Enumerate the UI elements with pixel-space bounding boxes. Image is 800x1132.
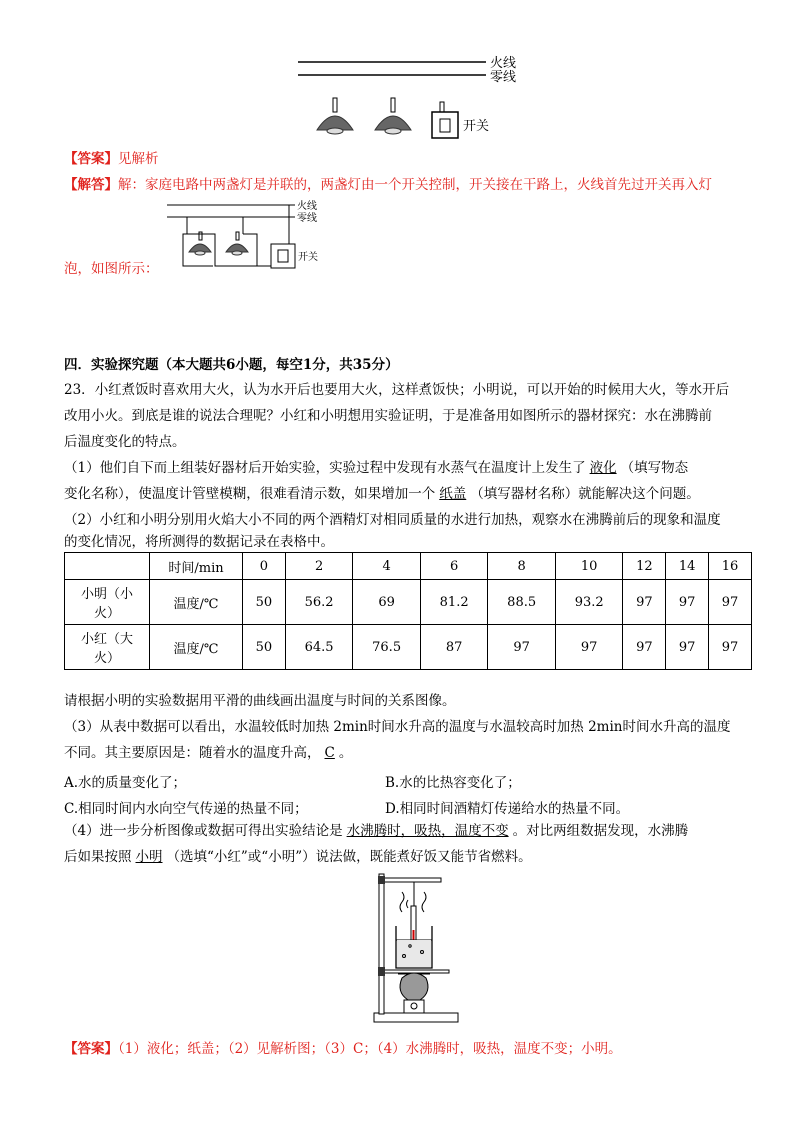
answer-blank: 小明 — [135, 849, 163, 865]
part-2-instruction: 请根据小明的实验数据用平滑的曲线画出温度与时间的关系图像。 — [64, 693, 456, 709]
table-cell: 温度/℃ — [150, 625, 243, 670]
part-text: 。对比两组数据发现，水沸腾 — [512, 823, 689, 839]
part-3-line-1: （3）从表中数据可以看出，水温较低时加热 2min时间水升高的温度与水温较高时加热 2min时间水升高的温度 — [64, 719, 731, 735]
table-cell: 97 — [666, 580, 709, 625]
part-text: 后如果按照 — [64, 849, 132, 865]
lamp-icon — [189, 232, 211, 255]
data-table — [64, 552, 752, 670]
table-cell: 88.5 — [488, 580, 556, 625]
table-header-cell: 时间/min — [150, 553, 243, 580]
table-header-cell: 16 — [709, 553, 752, 580]
answer-23-line — [64, 1036, 622, 1062]
answer-line — [64, 146, 159, 172]
table-cell: 97 — [555, 625, 623, 670]
table-header-cell: 10 — [555, 553, 623, 580]
part-4-line-2 — [64, 844, 532, 870]
table-row-label: 小明（小 火） — [65, 580, 150, 625]
solution-text: 解：家庭电路中两盏灯是并联的，两盏灯由一个开关控制，开关接在干路上，火线首先过开关再入灯 — [118, 177, 712, 193]
table-cell: 50 — [243, 580, 286, 625]
table-row-label: 小红（大 火） — [65, 625, 150, 670]
question-text: 改用小火。到底是谁的说法合理呢？小红和小明想用实验证明，于是准备用如图所示的器材探究：水在沸腾前 — [64, 408, 712, 424]
part-text: （4）进一步分析图像或数据可得出实验结论是 — [64, 823, 343, 839]
solution-line — [64, 172, 764, 198]
solution-tag: 【解答】 — [64, 177, 118, 193]
lamp-icon — [375, 98, 411, 134]
section-title: 四．实验探究题（本大题共6小题，每空1分，共35分） — [64, 357, 399, 373]
live-wire-label: 火线 — [297, 201, 317, 212]
part-1-line-2 — [64, 481, 700, 507]
table-cell: 81.2 — [420, 580, 488, 625]
switch-label: 开关 — [463, 119, 490, 134]
table-header-row — [65, 553, 752, 580]
table-cell: 69 — [353, 580, 421, 625]
table-cell: 56.2 — [285, 580, 353, 625]
lamp-icon — [226, 232, 248, 255]
switch-icon — [432, 102, 458, 138]
answer-blank: 水沸腾时，吸热，温度不变 — [346, 823, 509, 839]
answer-text: （1）液化；纸盖；（2）见解析图；（3）C；（4）水沸腾时，吸热，温度不变；小明。 — [118, 1041, 622, 1057]
switch-label: 开关 — [298, 252, 318, 263]
circuit-diagram-question — [290, 50, 540, 150]
part-4-line-1 — [64, 818, 688, 844]
part-text: 变化名称），使温度计管壁模糊，很难看清示数，如果增加一个 — [64, 486, 436, 502]
question-text: 后温度变化的特点。 — [64, 434, 186, 450]
table-cell: 76.5 — [353, 625, 421, 670]
part-text: （选填“小红”或“小明”）说法做，既能煮好饭又能节省燃料。 — [166, 849, 532, 865]
part-text: （填写器材名称）就能解决这个问题。 — [470, 486, 700, 502]
option-b: B.水的比热容变化了； — [385, 775, 521, 791]
answer-tag: 【答案】 — [64, 1041, 118, 1057]
circuit-diagram-solution — [165, 196, 335, 276]
table-cell: 97 — [709, 580, 752, 625]
solution-line-end: 泡，如图所示： — [64, 261, 159, 277]
part-text: 。 — [338, 745, 353, 761]
switch-icon — [271, 244, 295, 268]
table-cell: 64.5 — [285, 625, 353, 670]
table-header-cell: 4 — [353, 553, 421, 580]
part-1-line-1 — [64, 455, 688, 481]
question-number: 23． — [64, 382, 95, 398]
part-2-line-1: （2）小红和小明分别用火焰大小不同的两个酒精灯对相同质量的水进行加热，观察水在沸腾前后的现象和温度 — [64, 512, 721, 528]
part-text: 不同。其主要原因是：随着水的温度升高， — [64, 745, 321, 761]
table-row — [65, 580, 752, 625]
table-cell: 97 — [488, 625, 556, 670]
answer-blank: C — [324, 745, 335, 761]
table-cell: 87 — [420, 625, 488, 670]
table-cell: 97 — [666, 625, 709, 670]
question-text: 小红煮饭时喜欢用大火，认为水开后也要用大火，这样煮饭快；小明说，可以开始的时候用大火，等水开后 — [94, 382, 730, 398]
part-text: （填写物态 — [620, 460, 689, 476]
option-d: D.相同时间酒精灯传递给水的热量不同。 — [385, 801, 630, 817]
table-header-cell: 8 — [488, 553, 556, 580]
lamp-icon — [317, 98, 353, 134]
table-header-cell: 2 — [285, 553, 353, 580]
part-2-line-2: 的变化情况，将所测得的数据记录在表格中。 — [64, 534, 334, 550]
neutral-wire-label: 零线 — [490, 70, 517, 85]
table-header-cell: 12 — [623, 553, 666, 580]
table-cell: 50 — [243, 625, 286, 670]
answer-text: 见解析 — [118, 151, 159, 167]
table-header-cell: 6 — [420, 553, 488, 580]
table-header-cell: 14 — [666, 553, 709, 580]
answer-tag: 【答案】 — [64, 151, 118, 167]
table-cell: 97 — [709, 625, 752, 670]
answer-blank: 液化 — [589, 460, 617, 476]
table-cell: 97 — [623, 625, 666, 670]
table-header-cell: 0 — [243, 553, 286, 580]
table-cell: 97 — [623, 580, 666, 625]
neutral-wire-label: 零线 — [297, 213, 317, 224]
boiling-apparatus-figure — [370, 868, 470, 1028]
table-cell: 温度/℃ — [150, 580, 243, 625]
question-23-intro — [64, 377, 764, 403]
live-wire-label: 火线 — [490, 56, 517, 71]
part-text: （1）他们自下而上组装好器材后开始实验，实验过程中发现有水蒸气在温度计上发生了 — [64, 460, 586, 476]
option-c: C.相同时间内水向空气传递的热量不同； — [64, 801, 308, 817]
table-cell: 93.2 — [555, 580, 623, 625]
table-cell — [65, 553, 150, 580]
answer-blank: 纸盖 — [439, 486, 467, 502]
part-3-line-2 — [64, 740, 352, 766]
option-a: A.水的质量变化了； — [64, 775, 187, 791]
table-row — [65, 625, 752, 670]
